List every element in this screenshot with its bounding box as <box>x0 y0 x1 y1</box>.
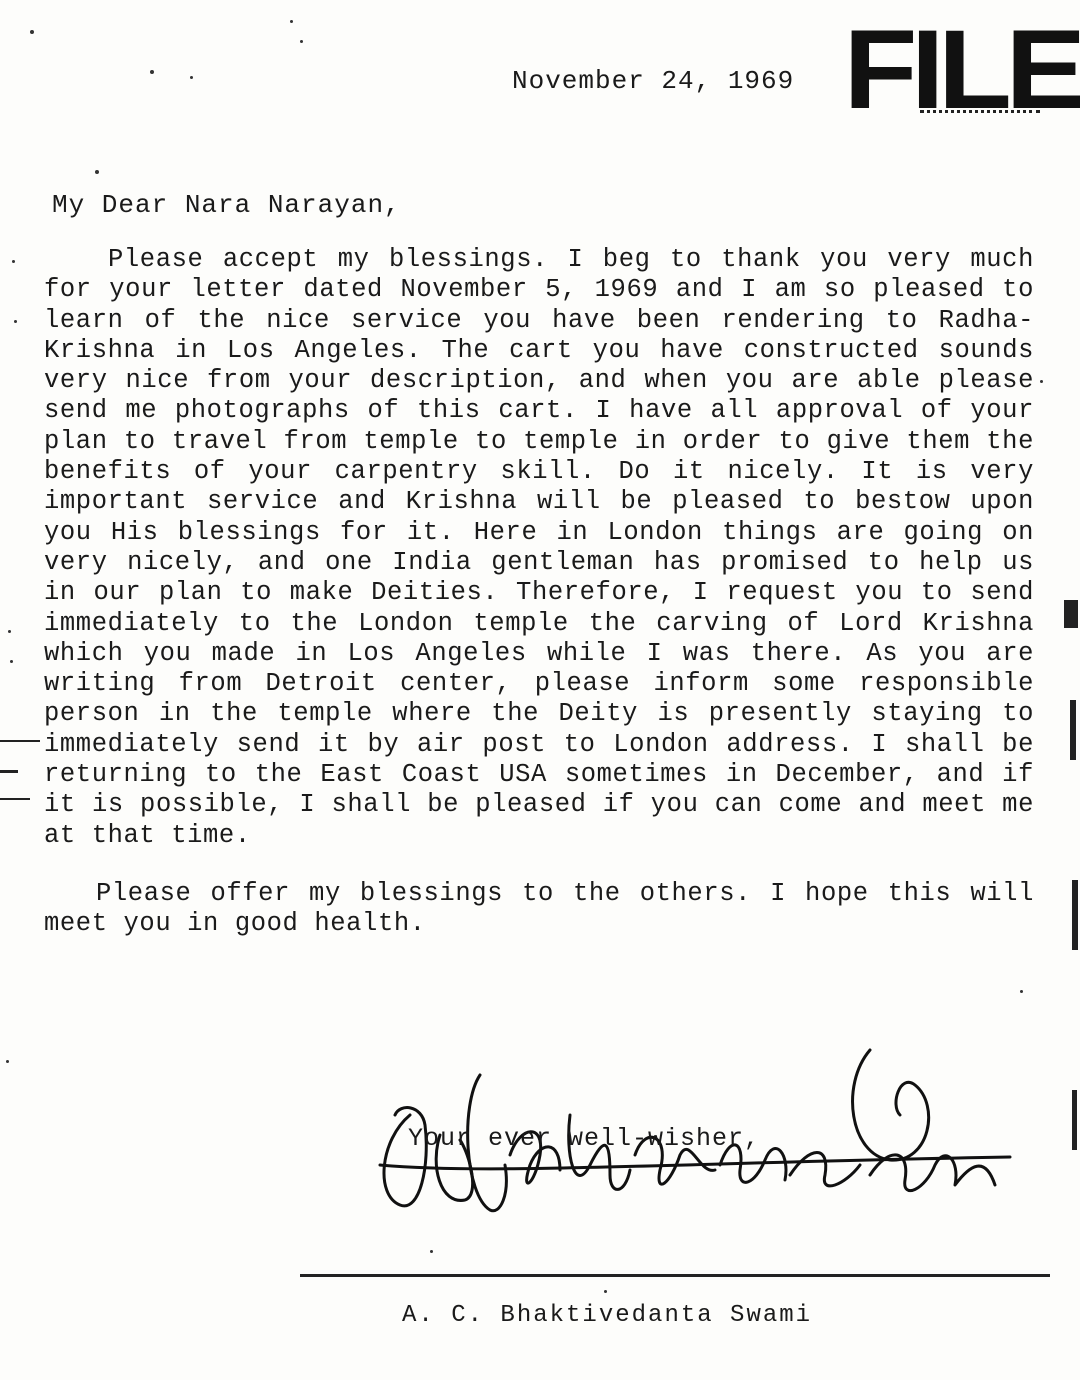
ink-speck <box>1020 990 1023 993</box>
edge-mark <box>1072 1090 1077 1150</box>
closing: Your ever well-wisher, <box>408 1124 761 1153</box>
ink-speck <box>150 70 154 74</box>
edge-mark <box>0 798 30 800</box>
ink-speck <box>604 1290 607 1293</box>
letter-body <box>44 245 1034 940</box>
edge-mark <box>1072 880 1078 950</box>
edge-mark <box>0 740 40 742</box>
ink-speck <box>430 1250 433 1253</box>
ink-speck <box>6 1060 9 1063</box>
ink-speck <box>1040 380 1043 383</box>
signature-line <box>300 1274 1050 1277</box>
ink-speck <box>8 630 11 633</box>
ink-speck <box>290 20 293 23</box>
ink-speck <box>190 76 193 79</box>
edge-mark <box>1064 600 1078 628</box>
ink-speck <box>300 40 303 43</box>
salutation: My Dear Nara Narayan, <box>52 190 401 220</box>
body-paragraph-1: Please accept my blessings. I beg to thank you very much for your letter dated November 5, 1969 and I am so pleased to learn of the nice service you have been rendering to Radha-Krishna in Los Angeles. The cart you have constructed sounds very nice from your description, and when you are able please send me photographs of this cart. I have all approval of your plan to travel from temple to temple in order to give them the benefits of your carpentry skill. Do it nicely. It is very important service and Krishna will be pleased to bestow upon you His blessings for it. Here in London things are going on very nicely, and one India gentleman has promised to help us in our plan to make Deities. Therefore, I request you to send immediately to the London temple the carving of Lord Krishna which you made in Los Angeles while I was there. As you are writing from Detroit center, please inform some responsible person in the temple where the Deity is presently staying to immediately send it by air post to London address. I shall be returning to the East Coast USA sometimes in December, and if it is possible, I shall be pleased if you can come and meet me at that time. <box>44 245 1034 850</box>
stamp-underline <box>920 110 1040 123</box>
ink-speck <box>95 170 99 174</box>
edge-mark <box>0 770 18 773</box>
ink-speck <box>14 320 17 323</box>
ink-speck <box>10 660 13 663</box>
letter-date: November 24, 1969 <box>512 66 795 96</box>
ink-speck <box>30 30 34 34</box>
ink-speck <box>12 260 15 263</box>
body-paragraph-2: Please offer my blessings to the others. I hope this will meet you in good health. <box>44 878 1034 939</box>
edge-mark <box>1070 700 1076 760</box>
file-stamp: FILE <box>843 7 1080 132</box>
signer-name: A. C. Bhaktivedanta Swami <box>402 1302 813 1329</box>
